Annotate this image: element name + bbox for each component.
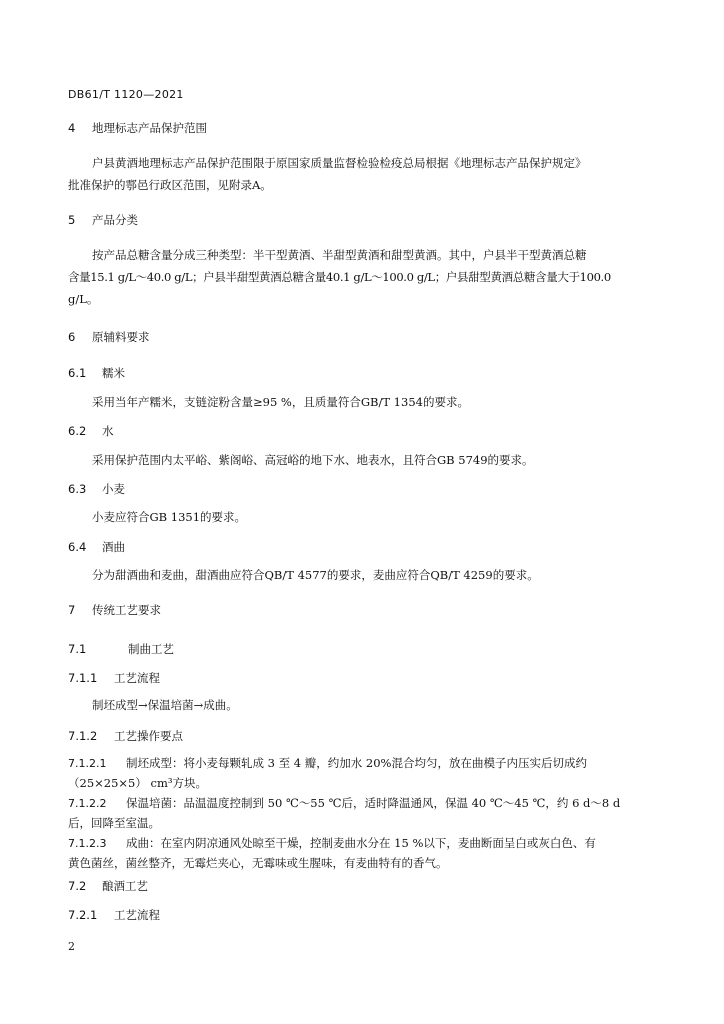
section-number: 7.2 — [68, 879, 87, 893]
section-title: 工艺流程 — [114, 671, 160, 685]
section-6-1-heading — [68, 365, 125, 381]
section-title: 产品分类 — [92, 213, 138, 227]
section-7-heading — [68, 602, 161, 618]
clause-number: 7.1.2.1 — [68, 757, 107, 770]
section-5-paragraph-line: g/L。 — [68, 292, 99, 306]
section-number: 6.4 — [68, 540, 87, 554]
section-number: 7.1 — [68, 642, 87, 656]
document-code: DB61/T 1120—2021 — [68, 88, 184, 101]
section-6-4-paragraph: 分为甜酒曲和麦曲，甜酒曲应符合QB/T 4577的要求，麦曲应符合QB/T 4259的要求。 — [92, 568, 539, 582]
section-number: 7.1.1 — [68, 671, 98, 685]
section-6-2-paragraph: 采用保护范围内太平峪、紫阁峪、高冠峪的地下水、地表水，且符合GB 5749的要求。 — [92, 453, 534, 467]
section-7-1-1-heading — [68, 670, 160, 686]
section-number: 6.1 — [68, 366, 87, 380]
section-number: 6.3 — [68, 482, 87, 496]
section-number: 7 — [68, 603, 76, 617]
section-7-1-heading — [68, 641, 174, 657]
section-6-4-heading — [68, 539, 125, 555]
section-6-2-heading — [68, 423, 114, 439]
section-number: 7.1.2 — [68, 729, 98, 743]
section-4-heading — [68, 120, 207, 136]
section-6-3-paragraph: 小麦应符合GB 1351的要求。 — [92, 510, 247, 524]
section-7-1-2-2-line: 后，回降至室温。 — [68, 816, 160, 830]
section-7-1-2-1-line: （25×25×5） cm³方块。 — [68, 776, 207, 790]
section-7-2-1-heading — [68, 907, 160, 923]
clause-text: 成曲：在室内阴凉通风处晾至干燥，控制麦曲水分在 15 %以下，麦曲断面呈白或灰白色、有 — [126, 836, 596, 850]
section-title: 地理标志产品保护范围 — [92, 121, 207, 135]
section-7-1-1-paragraph: 制坯成型→保温培菌→成曲。 — [92, 698, 238, 712]
section-title: 小麦 — [102, 482, 125, 496]
section-number: 7.2.1 — [68, 908, 98, 922]
section-6-heading — [68, 329, 150, 345]
section-5-heading — [68, 212, 138, 228]
section-5-paragraph-line: 按产品总糖含量分成三种类型：半干型黄酒、半甜型黄酒和甜型黄酒。其中，户县半干型黄酒总糖 — [92, 248, 587, 262]
page-number: 2 — [68, 940, 75, 953]
clause-number: 7.1.2.3 — [68, 837, 107, 850]
section-6-3-heading — [68, 481, 125, 497]
section-title: 糯米 — [102, 366, 125, 380]
section-4-paragraph-line: 户县黄酒地理标志产品保护范围限于原国家质量监督检验检疫总局根据《地理标志产品保护规定》 — [92, 156, 587, 170]
section-7-2-heading — [68, 878, 148, 894]
section-title: 工艺操作要点 — [114, 729, 183, 743]
section-4-paragraph-line: 批准保护的鄠邑行政区范围，见附录A。 — [68, 178, 272, 192]
section-title: 制曲工艺 — [128, 642, 174, 656]
section-5-paragraph-line: 含量15.1 g/L～40.0 g/L；户县半甜型黄酒总糖含量40.1 g/L～100.0 g/L；户县甜型黄酒总糖含量大于100.0 — [68, 270, 611, 284]
clause-text: 制坯成型：将小麦每颗轧成 3 至 4 瓣，约加水 20%混合均匀，放在曲模子内压实后切成约 — [126, 756, 587, 770]
section-title: 酒曲 — [102, 540, 125, 554]
clause-text: 保温培菌：品温温度控制到 50 ℃～55 ℃后，适时降温通风，保温 40 ℃～45 ℃，约 6 d～8 d — [126, 796, 621, 810]
section-7-1-2-3-line: 黄色菌丝，菌丝整齐，无霉烂夹心，无霉味或生腥味，有麦曲特有的香气。 — [68, 856, 448, 870]
section-title: 酿酒工艺 — [102, 879, 148, 893]
section-number: 6.2 — [68, 424, 87, 438]
clause-number: 7.1.2.2 — [68, 797, 107, 810]
section-number: 4 — [68, 121, 76, 135]
section-title: 水 — [102, 424, 114, 438]
section-title: 工艺流程 — [114, 908, 160, 922]
section-number: 5 — [68, 213, 76, 227]
section-7-1-2-heading — [68, 728, 183, 744]
section-6-1-paragraph: 采用当年产糯米，支链淀粉含量≥95 %，且质量符合GB/T 1354的要求。 — [92, 395, 469, 409]
section-title: 传统工艺要求 — [92, 603, 161, 617]
section-number: 6 — [68, 330, 76, 344]
section-title: 原辅料要求 — [92, 330, 150, 344]
